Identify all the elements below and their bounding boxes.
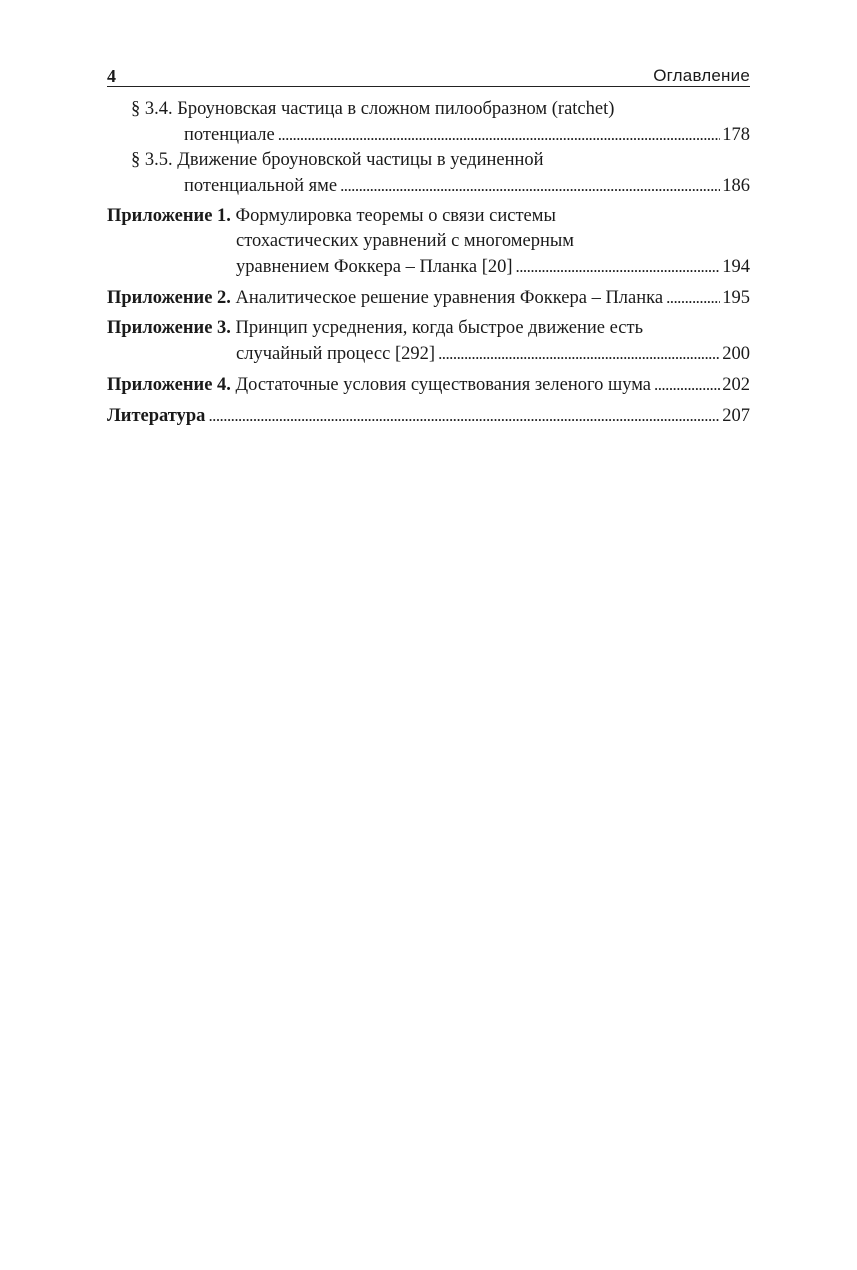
toc-entry-section-3-4 <box>107 97 750 148</box>
section-number: § 3.4. <box>131 99 173 119</box>
toc-page-number: 186 <box>722 176 750 196</box>
toc-entry-appendix-1 <box>107 204 750 280</box>
toc-entry-line <box>107 173 750 199</box>
dot-leader <box>438 341 720 367</box>
toc-entry-line <box>107 372 750 398</box>
dot-leader <box>208 403 720 429</box>
toc-page-number: 194 <box>722 257 750 277</box>
toc-page-number: 178 <box>722 125 750 145</box>
toc-page-number: 207 <box>722 406 750 426</box>
toc-entry-line <box>107 148 750 173</box>
appendix-heading <box>107 286 663 311</box>
appendix-title: Аналитическое решение уравнения Фоккера – Планка <box>235 288 664 308</box>
toc-entry-line <box>107 403 750 429</box>
running-head <box>107 58 750 87</box>
appendix-label: Приложение 2. <box>107 288 231 308</box>
appendix-label: Приложение 1. <box>107 206 231 226</box>
appendix-label: Приложение 4. <box>107 375 231 395</box>
section-title: Движение броуновской частицы в уединенной <box>177 150 544 170</box>
section-number: § 3.5. <box>131 150 173 170</box>
appendix-title-continued: стохастических уравнений с многомерным <box>236 231 575 251</box>
book-page <box>107 58 750 429</box>
toc-entry-appendix-3 <box>107 316 750 367</box>
dot-leader <box>654 372 720 398</box>
appendix-title: Достаточные условия существования зеленого шума <box>235 375 652 395</box>
toc-page-number: 200 <box>722 344 750 364</box>
toc-entry-line <box>107 254 750 280</box>
appendix-title-continued: случайный процесс [292] <box>236 344 436 364</box>
section-title-continued: потенциальной яме <box>184 176 338 196</box>
toc-entry-line <box>107 97 750 122</box>
appendix-heading <box>107 373 651 398</box>
table-of-contents <box>107 97 750 429</box>
appendix-title-continued: уравнением Фоккера – Планка [20] <box>236 257 513 277</box>
toc-entry-line <box>107 341 750 367</box>
toc-entry-literature <box>107 403 750 429</box>
toc-page-number: 202 <box>722 375 750 395</box>
appendix-label: Приложение 3. <box>107 318 231 338</box>
toc-entry-line <box>107 204 750 229</box>
toc-entry-section-3-5 <box>107 148 750 199</box>
appendix-title: Принцип усреднения, когда быстрое движение есть <box>235 318 644 338</box>
toc-entry-appendix-2 <box>107 285 750 311</box>
toc-entry-appendix-4 <box>107 372 750 398</box>
dot-leader <box>278 122 721 148</box>
dot-leader <box>666 285 720 311</box>
toc-entry-line <box>107 229 750 254</box>
dot-leader <box>340 173 720 199</box>
section-title-continued: потенциале <box>184 125 275 145</box>
toc-entry-line <box>107 122 750 148</box>
appendix-title: Формулировка теоремы о связи системы <box>235 206 556 226</box>
running-title: Оглавление <box>653 66 750 85</box>
literature-label: Литература <box>107 406 206 426</box>
toc-page-number: 195 <box>722 288 750 308</box>
toc-entry-line <box>107 316 750 341</box>
dot-leader <box>516 254 721 280</box>
section-title: Броуновская частица в сложном пилообразном (ratchet) <box>177 99 615 119</box>
toc-entry-line <box>107 285 750 311</box>
page-number: 4 <box>107 66 116 86</box>
